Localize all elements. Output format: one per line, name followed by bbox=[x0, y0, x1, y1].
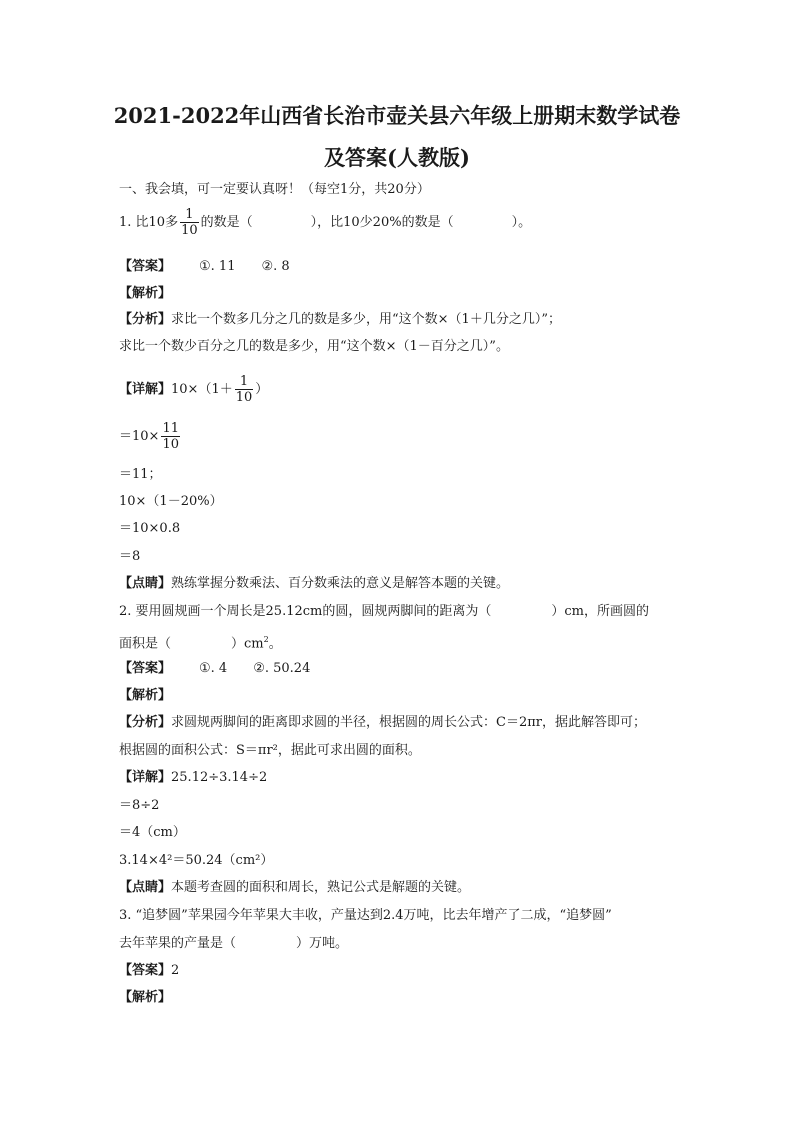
q1-step-6: ＝8 bbox=[119, 549, 141, 564]
q2-detail bbox=[119, 769, 267, 787]
fenxi-tag: 【分析】 bbox=[119, 312, 172, 327]
q2-line-2-end: ）cm bbox=[231, 636, 264, 652]
q1-answer bbox=[119, 258, 290, 276]
q3-analysis-tag bbox=[119, 989, 171, 1007]
q2-fenxi-text: 求圆规两脚间的距离即求圆的半径，根据圆的周长公式：C＝2πr，据此解答即可； bbox=[171, 715, 646, 730]
q3-line-2-end: ）万吨。 bbox=[296, 936, 349, 951]
q2-line-2-tail: 。 bbox=[268, 636, 282, 652]
question-3: 3. “追梦圆”苹果园今年苹果大丰收，产量达到2.4万吨，比去年增产了二成，“追梦圆” bbox=[119, 908, 612, 923]
q3-answer bbox=[119, 962, 179, 980]
detail-tag: 【详解】 bbox=[119, 770, 172, 785]
q1-detail-post: ） bbox=[255, 382, 269, 397]
q2-step-4: 3.14×4²＝50.24（cm²） bbox=[119, 853, 274, 868]
q1-detail-pre: 10×（1＋ bbox=[171, 382, 233, 397]
q1-fraction-numerator: 1 bbox=[185, 207, 194, 222]
q1-step-2-fraction bbox=[161, 421, 180, 452]
section-heading: 一、我会填，可一定要认真呀！（每空1分，共20分） bbox=[119, 182, 430, 197]
q2-analysis-tag bbox=[119, 687, 171, 705]
dianjing-tag: 【点睛】 bbox=[119, 576, 172, 591]
q1-step-2-denominator: 10 bbox=[162, 437, 179, 452]
dianjing-tag: 【点睛】 bbox=[119, 880, 172, 895]
q1-answer-2: ②. 8 bbox=[261, 259, 290, 274]
q2-dianjing bbox=[119, 879, 470, 897]
fenxi-tag: 【分析】 bbox=[119, 715, 172, 730]
q1-text-pre: 1. 比10多 bbox=[119, 215, 179, 230]
q1-fenxi bbox=[119, 311, 561, 329]
q1-detail-fraction-numerator: 1 bbox=[239, 374, 249, 389]
q1-step-4: 10×（1－20%） bbox=[119, 494, 223, 509]
question-3-line-2 bbox=[119, 935, 348, 953]
q1-step-3: ＝11； bbox=[119, 467, 162, 482]
q1-text-mid2: ），比10少20%的数是（ bbox=[310, 215, 454, 230]
q2-line-1-end: ）cm，所画圆的 bbox=[551, 604, 649, 619]
q2-line-1: 2. 要用圆规画一个周长是25.12cm的圆，圆规两脚间的距离为（ bbox=[119, 604, 492, 619]
q2-fenxi-line-2: 根据圆的面积公式：S＝πr²，据此可求出圆的面积。 bbox=[119, 743, 421, 758]
q2-line-2-pre: 面积是（ bbox=[119, 636, 172, 652]
q2-step-2: ＝8÷2 bbox=[119, 798, 160, 813]
q3-line-2-pre: 去年苹果的产量是（ bbox=[119, 936, 237, 951]
detail-tag: 【详解】 bbox=[119, 382, 172, 397]
document-title-line-2: 及答案(人教版) bbox=[324, 145, 470, 170]
q1-detail-fraction-denominator: 10 bbox=[235, 390, 253, 405]
question-2 bbox=[119, 603, 649, 621]
q2-detail-text: 25.12÷3.14÷2 bbox=[171, 770, 268, 785]
q2-unit-superscript: 2 bbox=[263, 635, 269, 644]
document-title-line-1: 2021-2022年山西省长治市壶关县六年级上册期末数学试卷 bbox=[113, 103, 681, 128]
q1-dianjing-text: 熟练掌握分数乘法、百分数乘法的意义是解答本题的关键。 bbox=[171, 576, 510, 591]
q1-text-mid: 的数是（ bbox=[200, 215, 253, 230]
q1-step-2-pre: ＝10× bbox=[119, 429, 160, 444]
q2-answer bbox=[119, 660, 310, 678]
question-2-line-2 bbox=[119, 631, 282, 653]
q1-dianjing bbox=[119, 575, 509, 593]
q1-analysis-tag bbox=[119, 285, 171, 303]
q2-fenxi bbox=[119, 714, 646, 732]
answer-tag: 【答案】 bbox=[119, 259, 172, 274]
q2-answer-2: ②. 50.24 bbox=[253, 661, 311, 676]
q1-fraction bbox=[180, 207, 199, 238]
q1-step-5: ＝10×0.8 bbox=[119, 521, 181, 536]
q2-dianjing-text: 本题考查圆的面积和周长，熟记公式是解题的关键。 bbox=[171, 880, 471, 895]
question-1 bbox=[119, 207, 531, 238]
q1-fenxi-text: 求比一个数多几分之几的数是多少，用“这个数×（1＋几分之几）”； bbox=[171, 312, 561, 327]
answer-tag: 【答案】 bbox=[119, 963, 172, 978]
analysis-tag: 【解析】 bbox=[119, 286, 172, 301]
q1-step-2 bbox=[119, 421, 182, 452]
q1-step-2-numerator: 11 bbox=[162, 421, 179, 436]
q1-text-end: ）。 bbox=[511, 215, 532, 230]
analysis-tag: 【解析】 bbox=[119, 990, 172, 1005]
q1-fraction-denominator: 10 bbox=[181, 223, 198, 238]
answer-tag: 【答案】 bbox=[119, 661, 172, 676]
analysis-tag: 【解析】 bbox=[119, 688, 172, 703]
q1-answer-1: ①. 11 bbox=[199, 259, 236, 274]
q2-step-3: ＝4（cm） bbox=[119, 825, 186, 840]
q1-detail bbox=[119, 374, 268, 405]
q1-fenxi-line-2: 求比一个数少百分之几的数是多少，用“这个数×（1－百分之几）”。 bbox=[119, 339, 509, 354]
q3-answer-text: 2 bbox=[171, 963, 180, 978]
q1-detail-fraction bbox=[235, 374, 254, 405]
q2-answer-1: ①. 4 bbox=[199, 661, 228, 676]
